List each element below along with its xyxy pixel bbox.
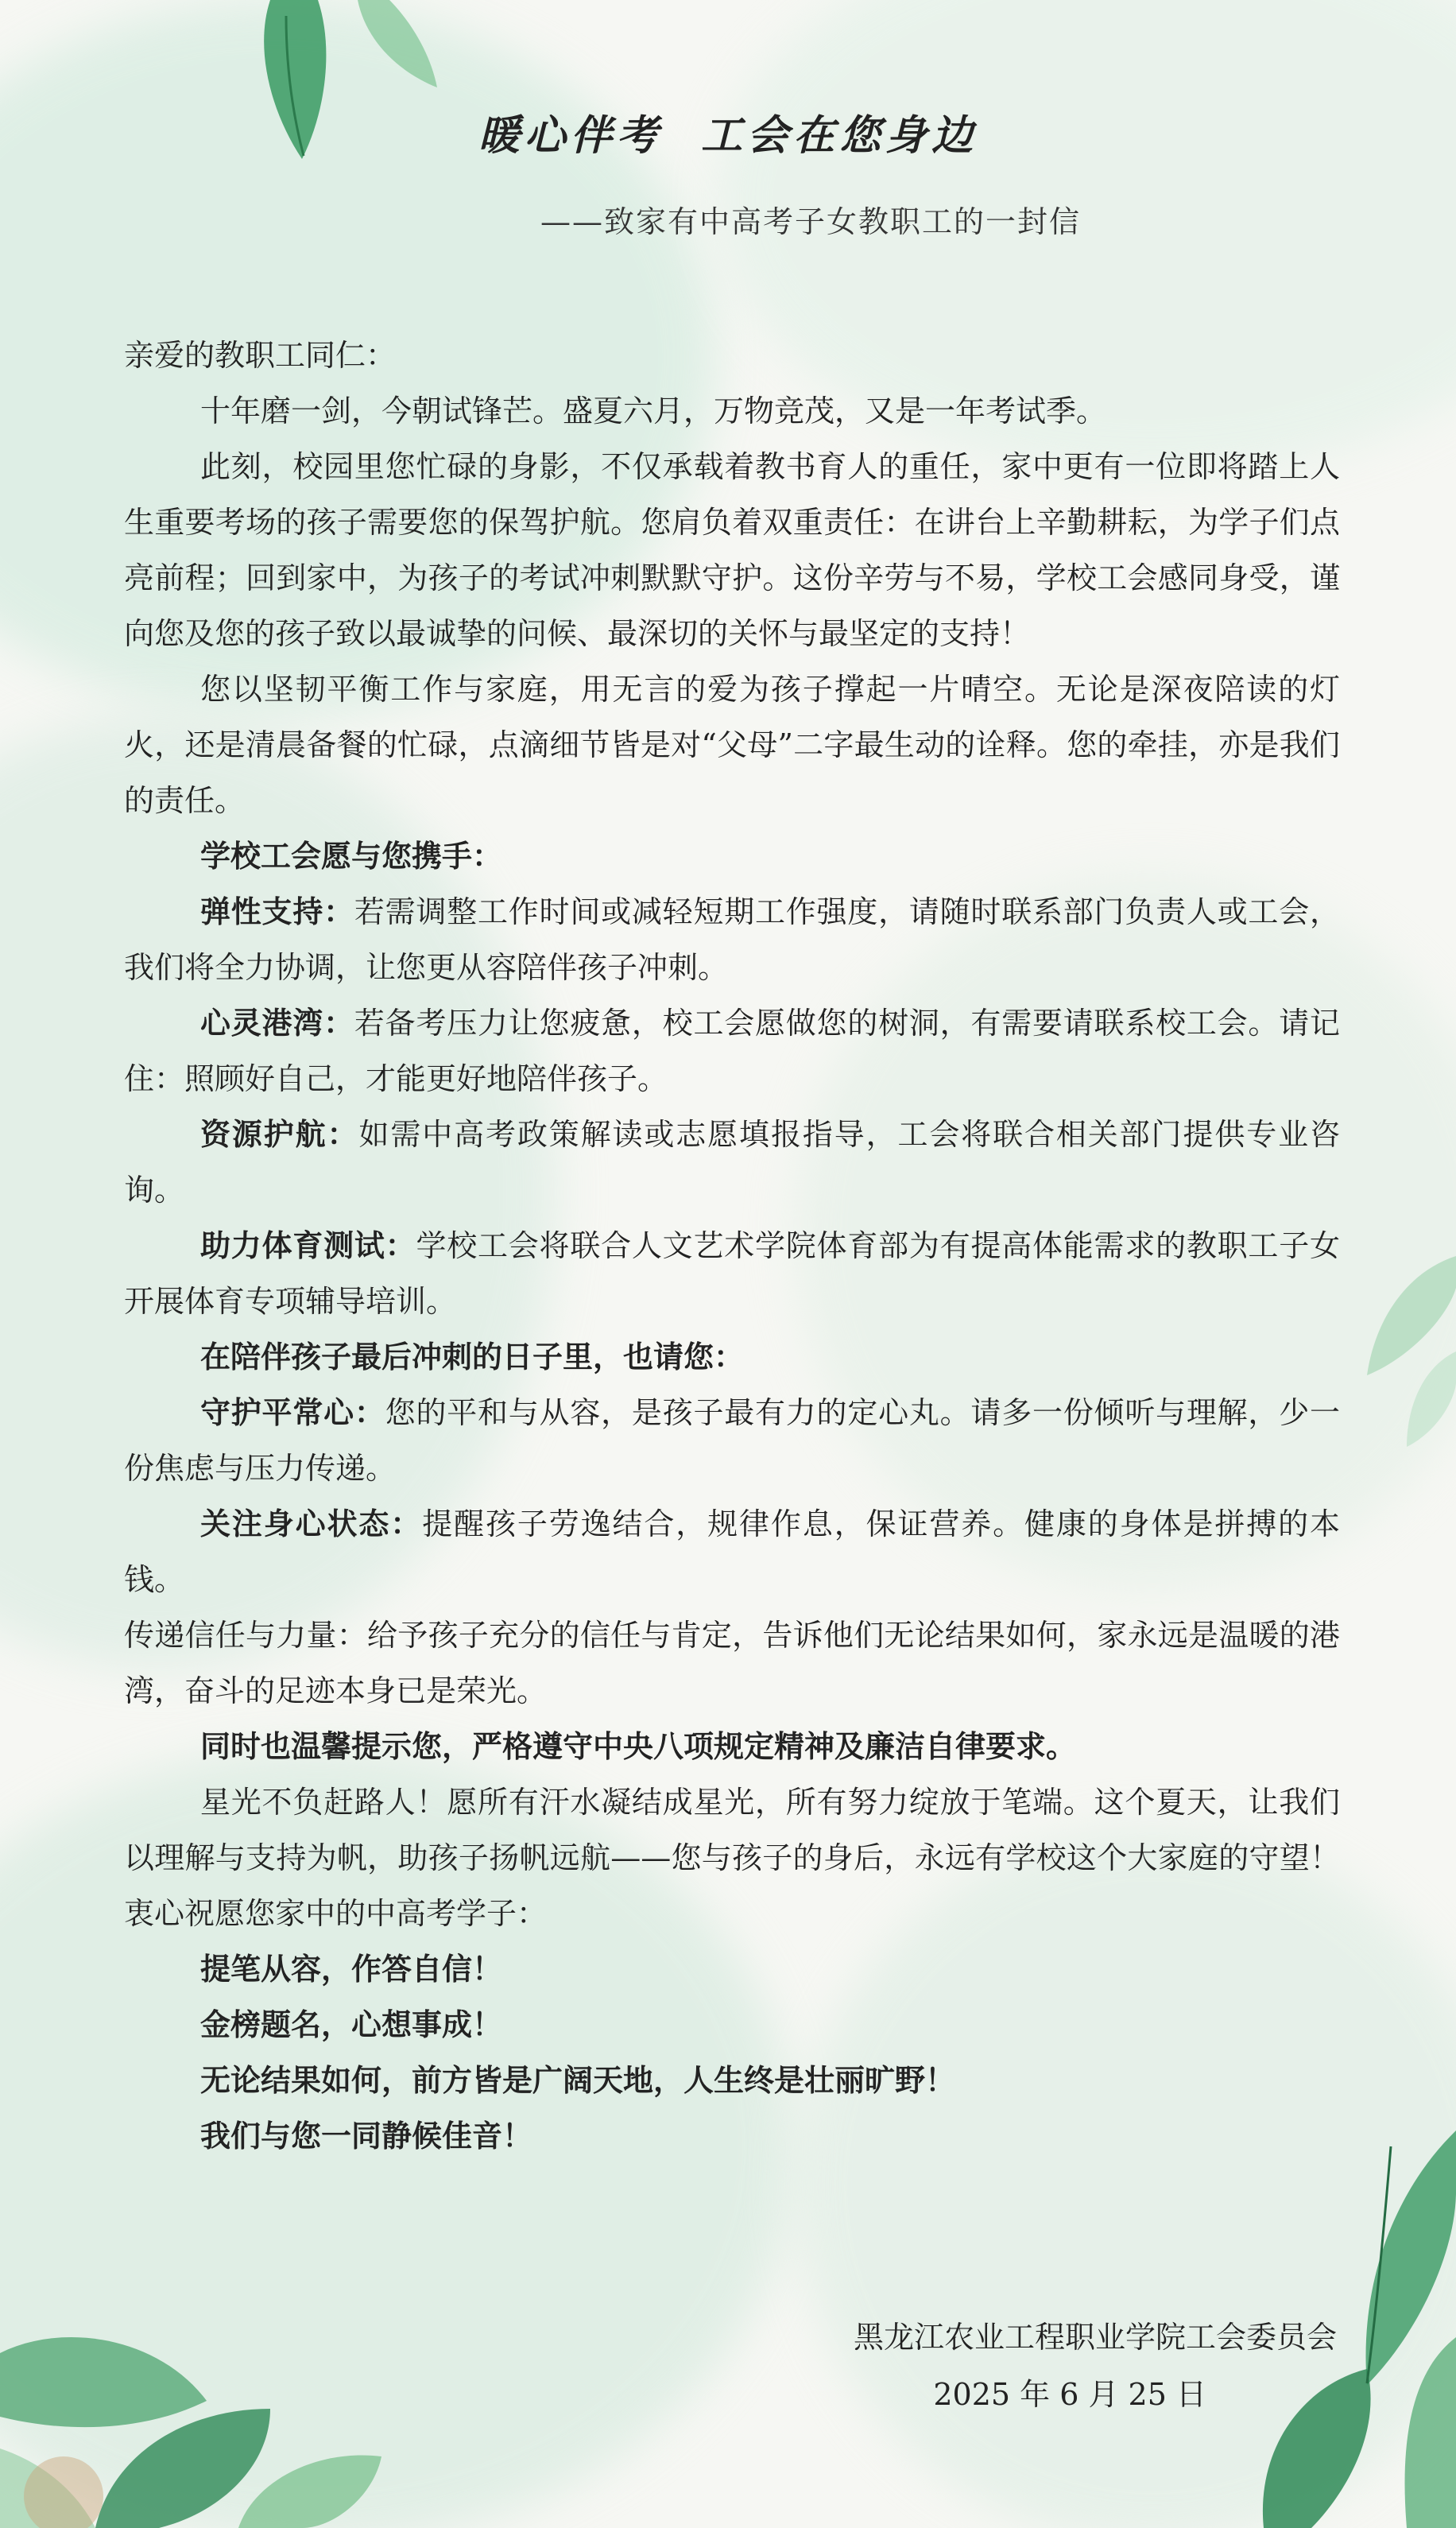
section-heading: 学校工会愿与您携手： xyxy=(200,838,503,874)
paragraph: 十年磨一剑，今朝试锋芒。盛夏六月，万物竞茂，又是一年考试季。 xyxy=(200,394,1107,428)
support-item xyxy=(124,1107,1340,1218)
tip-item xyxy=(124,1496,1340,1607)
paragraph: 此刻，校园里您忙碌的身影，不仅承载着教书育人的重任，家中更有一位即将踏上人生重要考场的孩子需要您的保驾护航。您肩负着双重责任：在讲台上辛勤耕耘，为学子们点亮前程；回到家中，为孩子的考试冲刺默默守护。这份辛劳与不易，学校工会感同身受，谨向您及您的孩子致以最诚挚的问候、最深切的关怀与最坚定的支持！ xyxy=(124,449,1340,651)
paragraph: 您以坚韧平衡工作与家庭，用无言的爱为孩子撑起一片晴空。无论是深夜陪读的灯火，还是清晨备餐的忙碌，点滴细节皆是对“父母”二字最生动的诠释。您的牵挂，亦是我们的责任。 xyxy=(124,672,1340,818)
letter-body xyxy=(124,328,1340,2164)
support-item xyxy=(124,884,1340,995)
paragraph: 星光不负赶路人！愿所有汗水凝结成星光，所有努力绽放于笔端。这个夏天，让我们以理解与支持为帆，助孩子扬帆远航——您与孩子的身后，永远有学校这个大家庭的守望！衷心祝愿您家中的中高考学子： xyxy=(124,1785,1340,1931)
tip-label: 关注身心状态： xyxy=(200,1506,423,1541)
letter-subtitle: ——致家有中高考子女教职工的一封信 xyxy=(540,204,1082,239)
support-item xyxy=(124,1218,1340,1329)
support-label: 资源护航： xyxy=(200,1116,359,1152)
signature-block xyxy=(854,2309,1337,2423)
wish-line: 我们与您一同静候佳音！ xyxy=(200,2118,533,2154)
support-text: 若需调整工作时间或减轻短期工作强度，请随时联系部门负责人或工会，我们将全力协调，让您更从容陪伴孩子冲刺。 xyxy=(124,894,1340,985)
letter-title: 暖心伴考 工会在您身边 xyxy=(478,111,978,160)
salutation: 亲爱的教职工同仁： xyxy=(124,338,397,373)
tip-text: 提醒孩子劳逸结合，规律作息，保证营养。健康的身体是拼搏的本钱。 xyxy=(124,1506,1340,1597)
tip-item xyxy=(124,1385,1340,1496)
signature-org: 黑龙江农业工程职业学院工会委员会 xyxy=(853,2320,1337,2355)
support-label: 弹性支持： xyxy=(200,894,354,929)
tip-item: 传递信任与力量：给予孩子充分的信任与肯定，告诉他们无论结果如何，家永远是温暖的港湾，奋斗的足迹本身已是荣光。 xyxy=(124,1618,1340,1708)
tip-label: 守护平常心： xyxy=(200,1394,385,1430)
reminder: 同时也温馨提示您，严格遵守中央八项规定精神及廉洁自律要求。 xyxy=(200,1728,1077,1764)
support-item xyxy=(124,995,1340,1107)
tip-text: 您的平和与从容，是孩子最有力的定心丸。请多一份倾听与理解，少一份焦虑与压力传递。 xyxy=(124,1395,1340,1486)
support-text: 如需中高考政策解读或志愿填报指导，工会将联合相关部门提供专业咨询。 xyxy=(124,1117,1340,1208)
support-text: 学校工会将联合人文艺术学院体育部为有提高体能需求的教职工子女开展体育专项辅导培训。 xyxy=(124,1228,1340,1319)
wish-line: 金榜题名，心想事成！ xyxy=(200,2007,503,2042)
signature-date: 2025 年 6 月 25 日 xyxy=(933,2377,1206,2412)
support-text: 若备考压力让您疲惫，校工会愿做您的树洞，有需要请联系校工会。请记住：照顾好自己，才能更好地陪伴孩子。 xyxy=(124,1006,1340,1096)
section-heading: 在陪伴孩子最后冲刺的日子里，也请您： xyxy=(200,1339,745,1375)
support-label: 助力体育测试： xyxy=(200,1227,416,1263)
wish-line: 无论结果如何，前方皆是广阔天地，人生终是壮丽旷野！ xyxy=(200,2062,956,2098)
wish-line: 提笔从容，作答自信！ xyxy=(200,1951,503,1987)
support-label: 心灵港湾： xyxy=(200,1005,354,1041)
